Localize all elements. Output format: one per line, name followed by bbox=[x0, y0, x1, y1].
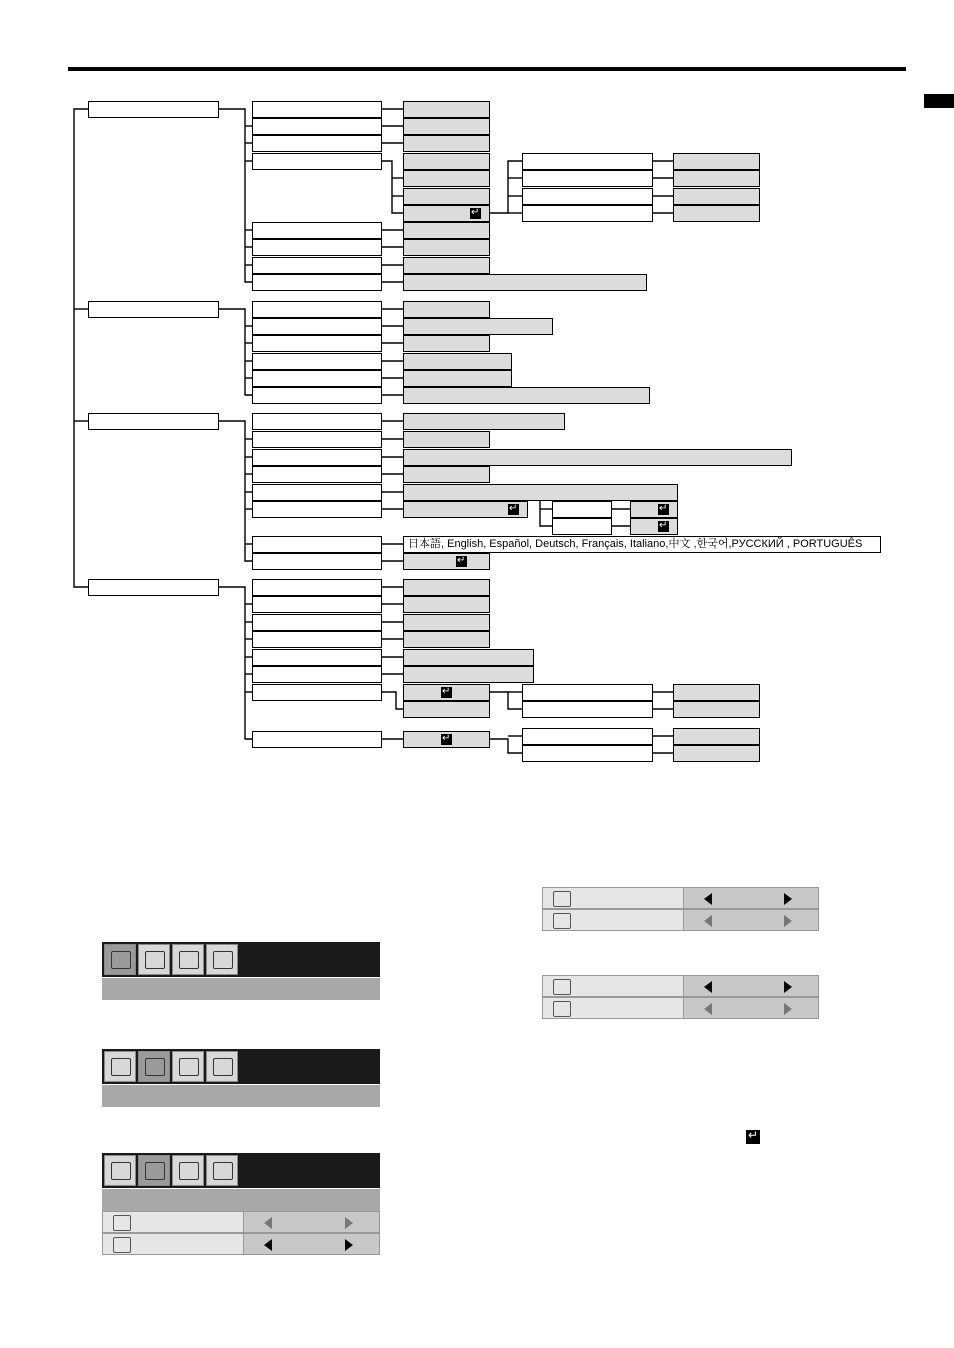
value-box bbox=[403, 153, 490, 170]
right-arrow-icon[interactable] bbox=[784, 893, 792, 905]
menu-item bbox=[252, 631, 382, 648]
value-box bbox=[673, 188, 760, 205]
keystone-icon bbox=[553, 891, 571, 907]
menu-item bbox=[252, 614, 382, 631]
zoom-icon bbox=[553, 913, 571, 929]
value-box bbox=[673, 745, 760, 762]
right-arrow-icon[interactable] bbox=[345, 1217, 353, 1229]
value-box bbox=[403, 466, 490, 483]
value-box bbox=[403, 118, 490, 135]
menu-item bbox=[252, 118, 382, 135]
menu-item bbox=[252, 153, 382, 170]
menu-item bbox=[252, 387, 382, 404]
value-box-enter bbox=[403, 553, 490, 570]
value-box bbox=[403, 631, 490, 648]
osd-menu-3 bbox=[102, 1153, 380, 1255]
value-box-enter bbox=[630, 518, 678, 535]
language-list: 日本語, English, Español, Deutsch, Français, Italiano,中文 ,한국어,РУССКИЙ , PORTUGUÊS bbox=[408, 538, 863, 550]
menu-category-1 bbox=[88, 101, 219, 118]
menu-item bbox=[252, 536, 382, 553]
right-arrow-icon[interactable] bbox=[784, 915, 792, 927]
left-arrow-icon[interactable] bbox=[704, 981, 712, 993]
menu-item bbox=[252, 466, 382, 483]
menu-item bbox=[252, 666, 382, 683]
menu-item bbox=[252, 274, 382, 291]
menu-item bbox=[252, 731, 382, 748]
menu-category-3 bbox=[88, 413, 219, 430]
value-box bbox=[403, 579, 490, 596]
menu-item bbox=[252, 553, 382, 570]
feature-icon[interactable] bbox=[172, 1051, 204, 1082]
enter-icon bbox=[441, 734, 452, 745]
submenu-item bbox=[522, 701, 653, 718]
value-box bbox=[673, 701, 760, 718]
value-box bbox=[403, 188, 490, 205]
value-box bbox=[403, 370, 512, 387]
submenu-item bbox=[552, 501, 612, 518]
zoom-row[interactable] bbox=[102, 1233, 380, 1255]
value-box-wide bbox=[403, 387, 650, 404]
zoom-row[interactable] bbox=[542, 997, 819, 1019]
menu-item bbox=[252, 370, 382, 387]
signal-icon[interactable] bbox=[206, 1155, 238, 1186]
adjust-panel-1 bbox=[542, 887, 819, 931]
value-box-enter bbox=[403, 501, 528, 518]
osd-menu-2 bbox=[102, 1049, 380, 1107]
enter-icon bbox=[456, 556, 467, 567]
menu-item bbox=[252, 222, 382, 239]
left-arrow-icon[interactable] bbox=[704, 893, 712, 905]
value-box bbox=[403, 257, 490, 274]
left-arrow-icon[interactable] bbox=[264, 1239, 272, 1251]
left-arrow-icon[interactable] bbox=[264, 1217, 272, 1229]
feature-icon[interactable] bbox=[172, 944, 204, 975]
left-arrow-icon[interactable] bbox=[704, 915, 712, 927]
enter-icon bbox=[441, 687, 452, 698]
submenu-item bbox=[522, 684, 653, 701]
value-box bbox=[403, 353, 512, 370]
zoom-icon bbox=[113, 1237, 131, 1253]
value-box-enter bbox=[403, 684, 490, 701]
value-box bbox=[673, 684, 760, 701]
value-box bbox=[673, 153, 760, 170]
language-list-box bbox=[403, 536, 881, 553]
submenu-item bbox=[522, 745, 653, 762]
value-box bbox=[403, 170, 490, 187]
submenu-item bbox=[522, 170, 653, 187]
value-box bbox=[403, 701, 490, 718]
right-arrow-icon[interactable] bbox=[784, 1003, 792, 1015]
menu-title-bar bbox=[102, 1084, 380, 1107]
menu-item bbox=[252, 596, 382, 613]
value-box bbox=[403, 596, 490, 613]
value-box bbox=[403, 649, 534, 666]
keystone-row[interactable] bbox=[542, 887, 819, 909]
image-adjust-icon[interactable] bbox=[104, 944, 136, 975]
adjust-panel-2 bbox=[542, 975, 819, 1019]
submenu-item bbox=[522, 153, 653, 170]
menu-item bbox=[252, 449, 382, 466]
value-box bbox=[403, 301, 490, 318]
submenu-item bbox=[522, 188, 653, 205]
menu-item bbox=[252, 413, 382, 430]
image-adjust-icon[interactable] bbox=[104, 1051, 136, 1082]
value-box-wide bbox=[403, 449, 792, 466]
menu-item bbox=[252, 101, 382, 118]
menu-item bbox=[252, 501, 382, 518]
left-arrow-icon[interactable] bbox=[704, 1003, 712, 1015]
value-box bbox=[403, 239, 490, 256]
installation-icon[interactable] bbox=[138, 944, 170, 975]
enter-icon bbox=[746, 1130, 760, 1144]
menu-item bbox=[252, 301, 382, 318]
value-box-enter bbox=[403, 205, 490, 222]
menu-title-bar bbox=[102, 1188, 380, 1211]
submenu-item bbox=[552, 518, 612, 535]
feature-icon[interactable] bbox=[172, 1155, 204, 1186]
value-box bbox=[403, 135, 490, 152]
menu-item bbox=[252, 257, 382, 274]
enter-icon bbox=[658, 521, 669, 532]
value-box bbox=[673, 205, 760, 222]
value-box bbox=[403, 431, 490, 448]
image-adjust-icon[interactable] bbox=[104, 1155, 136, 1186]
keystone-row[interactable] bbox=[102, 1211, 380, 1233]
menu-item bbox=[252, 318, 382, 335]
submenu-item bbox=[522, 205, 653, 222]
installation-icon[interactable] bbox=[138, 1051, 170, 1082]
value-box-wide bbox=[403, 484, 678, 501]
value-box bbox=[403, 101, 490, 118]
value-box bbox=[403, 318, 553, 335]
menu-item bbox=[252, 135, 382, 152]
menu-category-4 bbox=[88, 579, 219, 596]
signal-icon[interactable] bbox=[206, 944, 238, 975]
value-box bbox=[403, 222, 490, 239]
value-box bbox=[403, 666, 534, 683]
value-box bbox=[673, 170, 760, 187]
submenu-item bbox=[522, 728, 653, 745]
value-box-wide bbox=[403, 274, 647, 291]
menu-category-2 bbox=[88, 301, 219, 318]
menu-item bbox=[252, 239, 382, 256]
menu-item bbox=[252, 649, 382, 666]
zoom-row[interactable] bbox=[542, 909, 819, 931]
value-box bbox=[403, 413, 565, 430]
right-arrow-icon[interactable] bbox=[784, 981, 792, 993]
signal-icon[interactable] bbox=[206, 1051, 238, 1082]
menu-item bbox=[252, 684, 382, 701]
menu-item bbox=[252, 579, 382, 596]
menu-item bbox=[252, 353, 382, 370]
enter-icon bbox=[658, 504, 669, 515]
value-box-enter bbox=[403, 731, 490, 748]
zoom-icon bbox=[553, 1001, 571, 1017]
installation-icon[interactable] bbox=[138, 1155, 170, 1186]
value-box bbox=[403, 335, 490, 352]
keystone-row[interactable] bbox=[542, 975, 819, 997]
menu-title-bar bbox=[102, 977, 380, 1000]
value-box bbox=[403, 614, 490, 631]
enter-icon bbox=[508, 504, 519, 515]
keystone-icon bbox=[553, 979, 571, 995]
right-arrow-icon[interactable] bbox=[345, 1239, 353, 1251]
menu-item bbox=[252, 335, 382, 352]
value-box bbox=[673, 728, 760, 745]
keystone-icon bbox=[113, 1215, 131, 1231]
enter-icon bbox=[470, 208, 481, 219]
menu-item bbox=[252, 431, 382, 448]
osd-menu-1 bbox=[102, 942, 380, 1000]
value-box-enter bbox=[630, 501, 678, 518]
menu-item bbox=[252, 484, 382, 501]
